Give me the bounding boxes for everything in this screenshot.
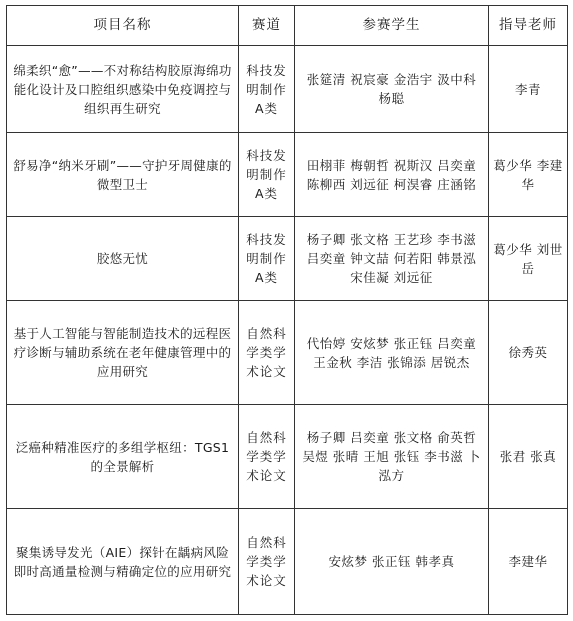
table-header-row (7, 6, 568, 46)
project-name-cell: 舒易净“纳米牙刷”——守护牙周健康的微型卫士 (7, 133, 239, 217)
track-cell: 科技发明制作A类 (239, 46, 295, 133)
students-cell: 杨子卿 张文格 王艺珍 李书滋 吕奕童 钟文喆 何若阳 韩景泓 宋佳凝 刘远征 (295, 217, 489, 301)
advisor-cell: 葛少华 刘世岳 (489, 217, 568, 301)
track-cell: 自然科学类学术论文 (239, 405, 295, 509)
table-row (7, 509, 568, 615)
advisor-cell: 李建华 (489, 509, 568, 615)
track-cell: 科技发明制作A类 (239, 133, 295, 217)
students-cell: 张筵清 祝宸豪 金浩宇 汲中科 杨聪 (295, 46, 489, 133)
track-cell: 自然科学类学术论文 (239, 301, 295, 405)
advisor-cell: 李青 (489, 46, 568, 133)
header-advisor: 指导老师 (489, 6, 568, 46)
table-row (7, 46, 568, 133)
advisor-cell: 徐秀英 (489, 301, 568, 405)
project-name-cell: 基于人工智能与智能制造技术的远程医疗诊断与辅助系统在老年健康管理中的应用研究 (7, 301, 239, 405)
header-students: 参赛学生 (295, 6, 489, 46)
table-row (7, 405, 568, 509)
project-name-cell: 绵柔织“愈”——不对称结构胶原海绵功能化设计及口腔组织感染中免疫调控与组织再生研究 (7, 46, 239, 133)
students-cell: 杨子卿 吕奕童 张文格 俞英哲 吴煜 张晴 王旭 张钰 李书滋 卜泓方 (295, 405, 489, 509)
students-cell: 代怡婷 安炫梦 张正钰 吕奕童 王金秋 李洁 张锦添 居锐杰 (295, 301, 489, 405)
table-row (7, 217, 568, 301)
project-name-cell: 聚集诱导发光（AIE）探针在龋病风险即时高通量检测与精确定位的应用研究 (7, 509, 239, 615)
advisor-cell: 张君 张真 (489, 405, 568, 509)
track-cell: 科技发明制作A类 (239, 217, 295, 301)
advisor-cell: 葛少华 李建华 (489, 133, 568, 217)
project-name-cell: 泛癌种精准医疗的多组学枢纽：TGS1的全景解析 (7, 405, 239, 509)
table-row (7, 133, 568, 217)
table-row (7, 301, 568, 405)
students-cell: 田栩菲 梅朝哲 祝斯汉 吕奕童 陈柳西 刘远征 柯淏睿 庄涵铭 (295, 133, 489, 217)
track-cell: 自然科学类学术论文 (239, 509, 295, 615)
students-cell: 安炫梦 张正钰 韩孝真 (295, 509, 489, 615)
project-name-cell: 胶悠无忧 (7, 217, 239, 301)
header-track: 赛道 (239, 6, 295, 46)
award-projects-table (6, 5, 568, 615)
header-project-name: 项目名称 (7, 6, 239, 46)
